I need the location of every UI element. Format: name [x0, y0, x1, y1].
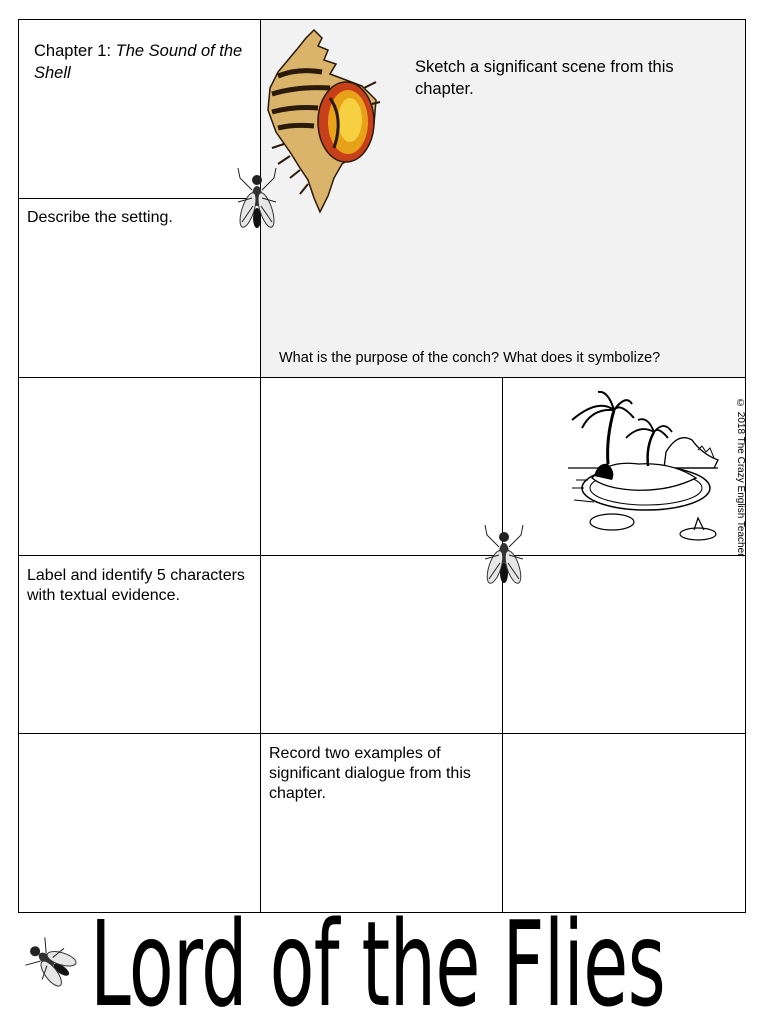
grid-line [18, 198, 261, 199]
dialogue-prompt: Record two examples of significant dialogue from this chapter. [269, 745, 471, 802]
conch-prompt: What is the purpose of the conch? What does it symbolize? [279, 350, 661, 366]
island-icon [568, 388, 724, 544]
fly-icon [236, 166, 278, 232]
grid-line [502, 377, 503, 913]
fly-icon [24, 934, 74, 988]
characters-prompt: Label and identify 5 characters with textual evidence. [27, 567, 245, 604]
fly-icon [483, 523, 525, 589]
grid-line [18, 555, 746, 556]
chapter-title: The Sound of the Shell [34, 42, 243, 82]
grid-line [260, 19, 261, 913]
chapter-prefix: Chapter 1: [34, 42, 116, 60]
copyright-credit: © 2018 The Crazy English Teacher [735, 398, 746, 557]
grid-line [18, 377, 746, 378]
setting-prompt: Describe the setting. [27, 209, 173, 226]
sketch-prompt: Sketch a significant scene from this chapter. [415, 58, 674, 98]
grid-line [18, 733, 746, 734]
book-title: Lord of the Flies [90, 895, 666, 1033]
chapter-heading [34, 40, 244, 84]
conch-shell-icon [264, 28, 380, 214]
